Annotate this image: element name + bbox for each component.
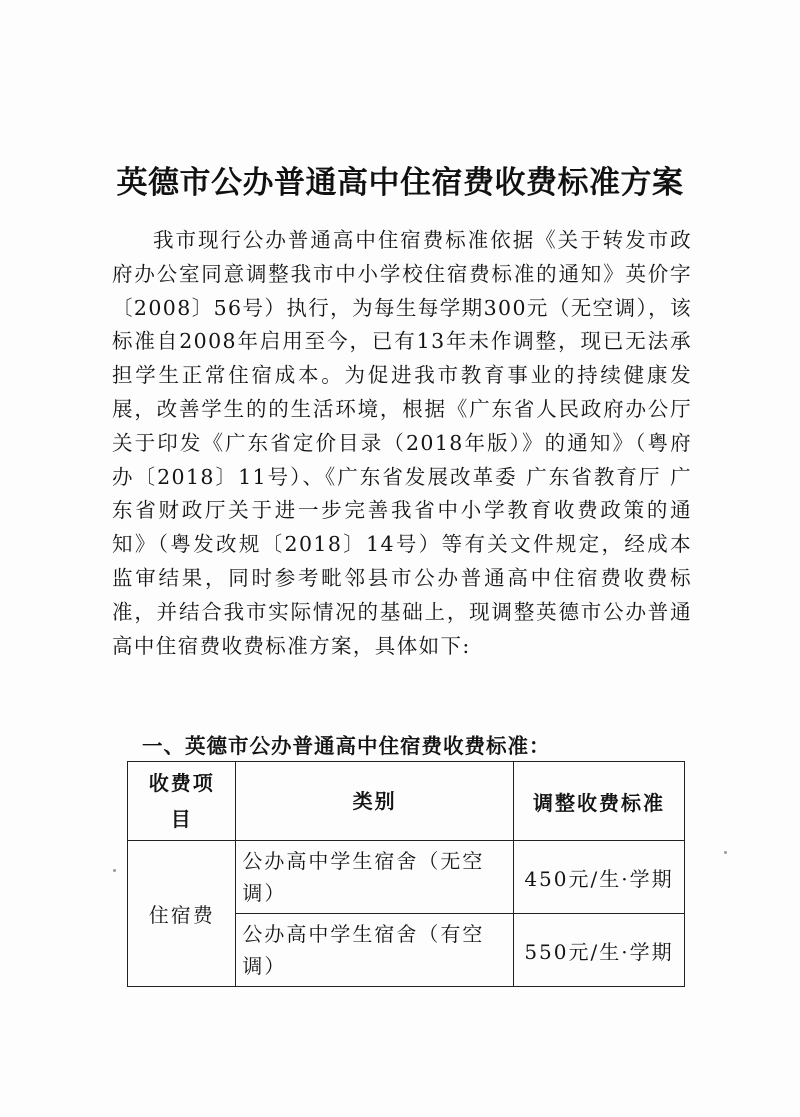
item-cell: 住宿费 [128,841,236,987]
header-standard: 调整收费标准 [513,762,684,841]
standard-cell: 550元/生·学期 [513,914,684,987]
table-row [128,841,685,914]
document-title: 英德市公办普通高中住宿费收费标准方案 [116,165,684,201]
table-header-row [128,762,685,841]
category-cell: 公办高中学生宿舍（无空调） [236,841,514,914]
scan-speck [113,869,116,872]
category-cell: 公办高中学生宿舍（有空调） [236,914,514,987]
header-category: 类别 [236,762,514,841]
scan-speck [724,851,727,854]
section-heading: 一、英德市公办普通高中住宿费收费标准： [142,734,551,758]
body-paragraph: 我市现行公办普通高中住宿费标准依据《关于转发市政府办公室同意调整我市中小学校住宿费标准的通知》英价字〔2008〕56号）执行，为每生每学期300元（无空调），该标准自2008年启用至今，已有13年未作调整，现已无法承担学生正常住宿成本。为促进我市教育事业的持续健康发展，改善学生的的生活环境，根据《广东省人民政府办公厅关于印发《广东省定价目录（2018年版）》的通知》（粤府办〔2018〕11号）、《广东省发展改革委 广东省教育厅 广东省财政厅关于进一步完善我省中小学教育收费政策的通知》（粤发改规〔2018〕14号）等有关文件规定，经成本监审结果，同时参考毗邻县市公办普通高中住宿费收费标准，并结合我市实际情况的基础上，现调整英德市公办普通高中住宿费收费标准方案，具体如下: [112,228,692,658]
header-item [128,762,236,841]
header-item-label: 收费项目 [148,771,215,831]
fee-standard-table [127,761,685,987]
standard-cell: 450元/生·学期 [513,841,684,914]
